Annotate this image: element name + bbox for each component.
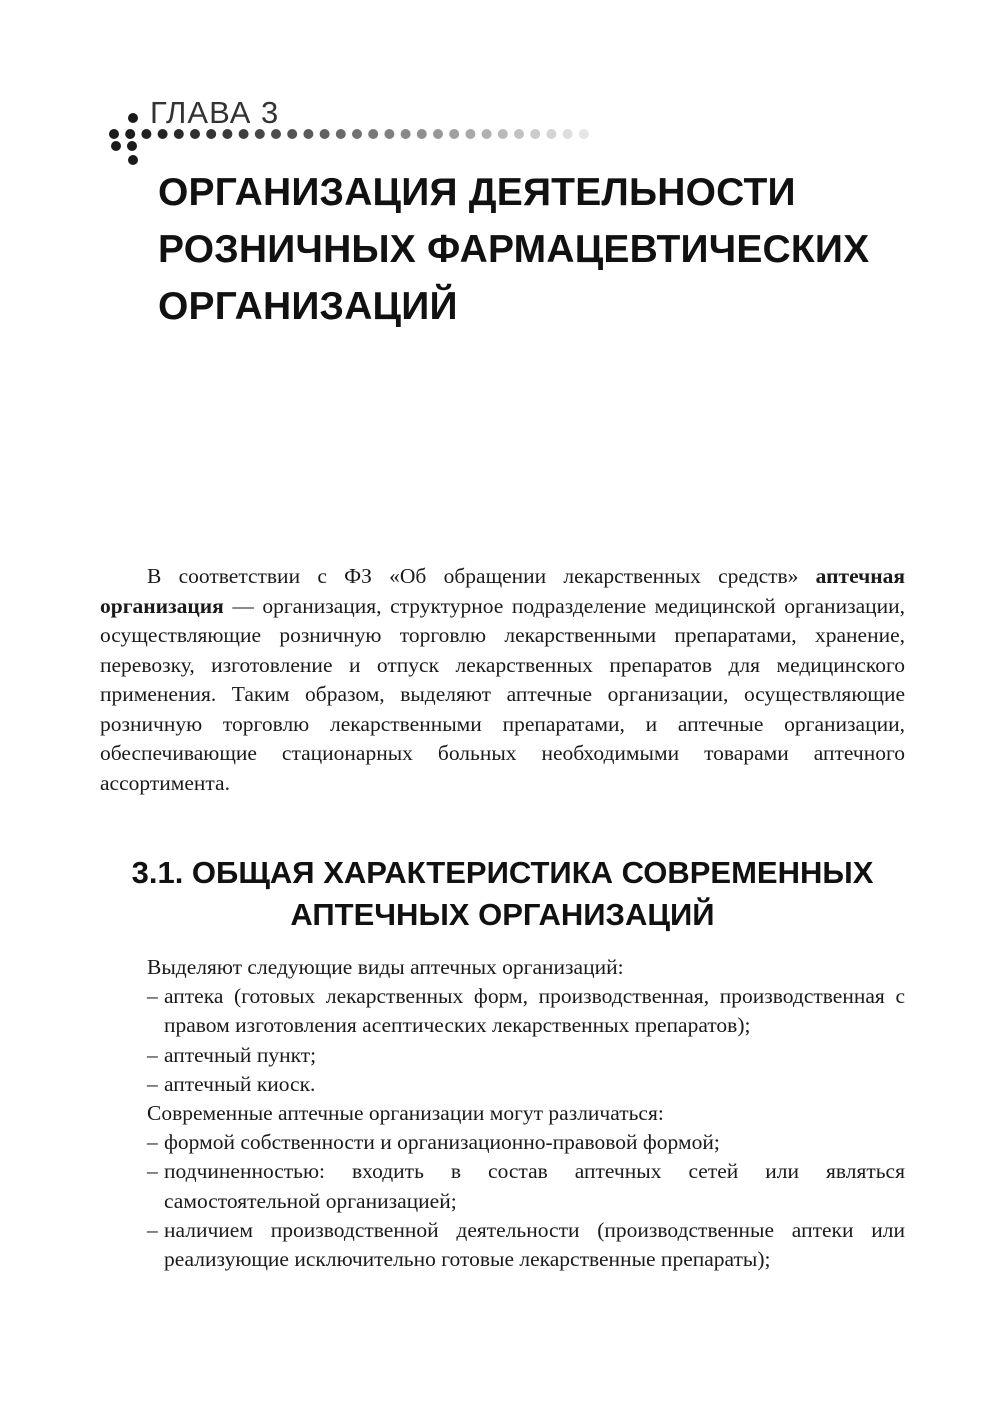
list-item [100, 1216, 905, 1274]
list-item-text: подчиненностью: входить в состав аптечных сетей или являться самостоятельной организацией; [164, 1159, 905, 1213]
decorative-dot [514, 129, 524, 139]
dash-marker: – [147, 1130, 158, 1155]
decorative-dot [111, 141, 121, 151]
dash-marker: – [147, 984, 158, 1009]
section-title-line: АПТЕЧНЫХ ОРГАНИЗАЦИЙ [290, 897, 715, 932]
decorative-dot [384, 129, 394, 139]
list-item-text: формой собственности и организационно-правовой формой; [164, 1130, 720, 1155]
dash-marker: – [147, 1042, 158, 1067]
chapter-label: ГЛАВА 3 [150, 95, 280, 130]
dash-marker: – [147, 1159, 158, 1184]
intro-term: аптечная организация [100, 564, 905, 618]
decorative-dot [287, 129, 297, 139]
list-item-text: аптека (готовых лекарственных форм, производственная, производственная с правом изготовления асептических лекарственных препаратов); [164, 984, 905, 1038]
dash-marker: – [147, 1217, 158, 1242]
list-item-text: аптечный киоск. [164, 1071, 316, 1096]
decorative-dot [579, 129, 589, 139]
decorative-dot [368, 129, 378, 139]
decorative-dot [417, 129, 427, 139]
types-intro: Выделяют следующие виды аптечных организаций: [147, 955, 624, 979]
decorative-dot [303, 129, 313, 139]
decorative-dot [352, 129, 362, 139]
list-item [100, 1157, 905, 1215]
decorative-dot [563, 129, 573, 139]
section-title-line: 3.1. ОБЩАЯ ХАРАКТЕРИСТИКА СОВРЕМЕННЫХ [131, 855, 874, 890]
decorative-dot [546, 129, 556, 139]
decorative-dot [128, 155, 138, 165]
list-item-text: аптечный пункт; [164, 1042, 317, 1067]
list-item [100, 1128, 905, 1157]
decorative-dot [433, 129, 443, 139]
differences-list [100, 1128, 905, 1274]
dash-marker: – [147, 1071, 158, 1096]
decorative-dot [127, 141, 137, 151]
chapter-title [158, 164, 918, 335]
decorative-dot [530, 129, 540, 139]
decorative-dot [449, 129, 459, 139]
differences-intro: Современные аптечные организации могут различаться: [147, 1101, 664, 1126]
section-content [100, 953, 905, 1274]
intro-paragraph [100, 562, 905, 798]
chapter-title-line: ОРГАНИЗАЦИЯ ДЕЯТЕЛЬНОСТИ [158, 171, 796, 214]
decorative-dot [401, 129, 411, 139]
list-item [100, 1041, 905, 1070]
decorative-dot [465, 129, 475, 139]
list-item-text: наличием производственной деятельности (производственные аптеки или реализующие исключительно готовые лекарственные препараты); [164, 1217, 905, 1272]
decorative-dot [109, 129, 119, 139]
decorative-dot [125, 129, 135, 139]
chapter-title-line: РОЗНИЧНЫХ ФАРМАЦЕВТИЧЕСКИХ [158, 228, 870, 271]
section-title [100, 852, 905, 936]
decorative-dot [498, 129, 508, 139]
decorative-dot [336, 129, 346, 139]
intro-lead: В соответствии с ФЗ «Об обращении лекарственных средств» [147, 564, 816, 588]
list-item [100, 1070, 905, 1099]
decorative-dot [320, 129, 330, 139]
chapter-title-line: ОРГАНИЗАЦИЙ [158, 285, 458, 328]
decorative-dot [482, 129, 492, 139]
list-item [100, 982, 905, 1040]
intro-rest: — организация, структурное подразделение медицинской организации, осуществляющие розничную торговлю лекарственными препаратами, хранение, перевозку, изготовление и отпуск лекарственных препаратов для медицинского применения. Таким образом, выделяют аптечные организации, осуществляющие розничную торговлю лекарственными препаратами, и аптечные организации, обеспечивающие стационарных больных необходимыми товарами аптечного ассортимента. [100, 593, 905, 795]
decorative-dot [128, 113, 138, 123]
types-list [100, 982, 905, 1099]
